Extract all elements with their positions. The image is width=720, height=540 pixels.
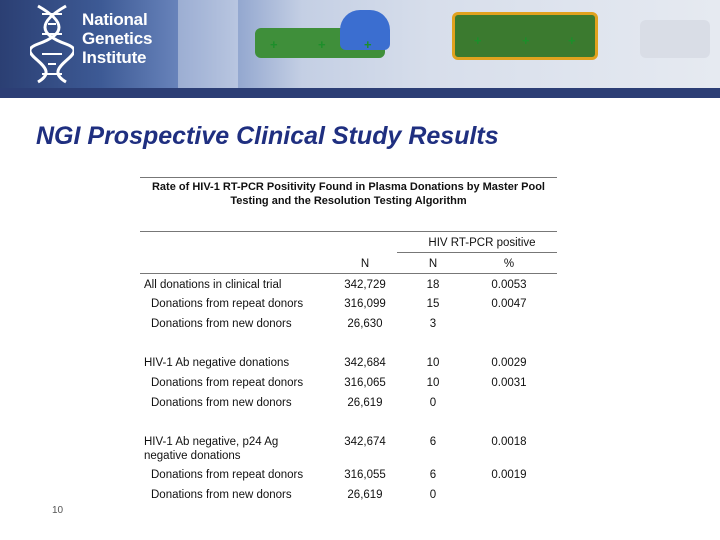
gel-blot-4 bbox=[640, 20, 710, 58]
row-pos: 0 bbox=[429, 489, 437, 501]
row-label: Donations from new donors bbox=[151, 489, 292, 501]
table-title-rule bbox=[140, 231, 557, 232]
row-n: 316,055 bbox=[344, 469, 386, 481]
plus-mark-3: + bbox=[364, 37, 372, 52]
row-label: Donations from new donors bbox=[151, 397, 292, 409]
table-title: Rate of HIV-1 RT-PCR Positivity Found in Plasma Donations by Master Pool Testing and the Resolution Testing Algorithm bbox=[151, 181, 545, 207]
logo-line-3: Institute bbox=[82, 48, 147, 67]
row-n: 26,619 bbox=[347, 489, 383, 501]
row-pos: 15 bbox=[426, 298, 440, 310]
row-n: 26,619 bbox=[347, 397, 383, 409]
row-label: HIV-1 Ab negative, p24 Ag bbox=[144, 436, 279, 448]
row-n: 342,684 bbox=[344, 357, 386, 369]
row-label: HIV-1 Ab negative donations bbox=[144, 357, 290, 369]
row-pct: 0.0019 bbox=[491, 469, 527, 481]
table-top-rule bbox=[140, 177, 557, 178]
col-header-n: N bbox=[360, 258, 370, 270]
gel-blot-5 bbox=[178, 0, 238, 88]
results-table bbox=[140, 177, 557, 501]
row-n: 316,065 bbox=[344, 377, 386, 389]
plus-mark-1: + bbox=[270, 37, 278, 52]
logo-line-1: National bbox=[82, 10, 148, 29]
row-pos: 18 bbox=[426, 279, 440, 291]
row-pos: 0 bbox=[429, 397, 437, 409]
row-label: Donations from repeat donors bbox=[151, 377, 304, 389]
row-n: 26,630 bbox=[347, 318, 383, 330]
row-label: All donations in clinical trial bbox=[144, 279, 282, 291]
plus-mark-5: + bbox=[522, 33, 530, 48]
group-header-rule bbox=[397, 252, 557, 253]
row-pos: 6 bbox=[429, 436, 437, 448]
col-header-pct: % bbox=[503, 258, 515, 270]
row-pos: 10 bbox=[426, 377, 440, 389]
row-label: Donations from repeat donors bbox=[151, 298, 304, 310]
row-pos: 6 bbox=[429, 469, 437, 481]
row-pct: 0.0018 bbox=[491, 436, 527, 448]
header-divider bbox=[0, 88, 720, 98]
row-pct: 0.0031 bbox=[491, 377, 527, 389]
row-label: Donations from repeat donors bbox=[151, 469, 304, 481]
plus-mark-4: + bbox=[474, 33, 482, 48]
logo-line-2: Genetics bbox=[82, 29, 153, 48]
row-label: Donations from new donors bbox=[151, 318, 292, 330]
row-n: 316,099 bbox=[344, 298, 386, 310]
row-pct: 0.0047 bbox=[491, 298, 527, 310]
row-label-continued: negative donations bbox=[144, 450, 241, 462]
slide-title: NGI Prospective Clinical Study Results bbox=[36, 122, 499, 150]
page-number: 10 bbox=[52, 505, 64, 516]
row-n: 342,674 bbox=[344, 436, 386, 448]
row-pos: 3 bbox=[429, 318, 437, 330]
col-header-rule bbox=[140, 273, 557, 274]
group-header: HIV RT-PCR positive bbox=[428, 237, 536, 249]
header-banner bbox=[0, 0, 720, 88]
col-header-pos-n: N bbox=[428, 258, 438, 270]
plus-mark-2: + bbox=[318, 37, 326, 52]
plus-mark-6: + bbox=[568, 33, 576, 48]
row-pct: 0.0029 bbox=[491, 357, 527, 369]
row-pct: 0.0053 bbox=[491, 279, 527, 291]
company-logo bbox=[82, 10, 152, 67]
row-pos: 10 bbox=[426, 357, 440, 369]
row-n: 342,729 bbox=[344, 279, 386, 291]
dna-helix-icon bbox=[30, 4, 74, 84]
